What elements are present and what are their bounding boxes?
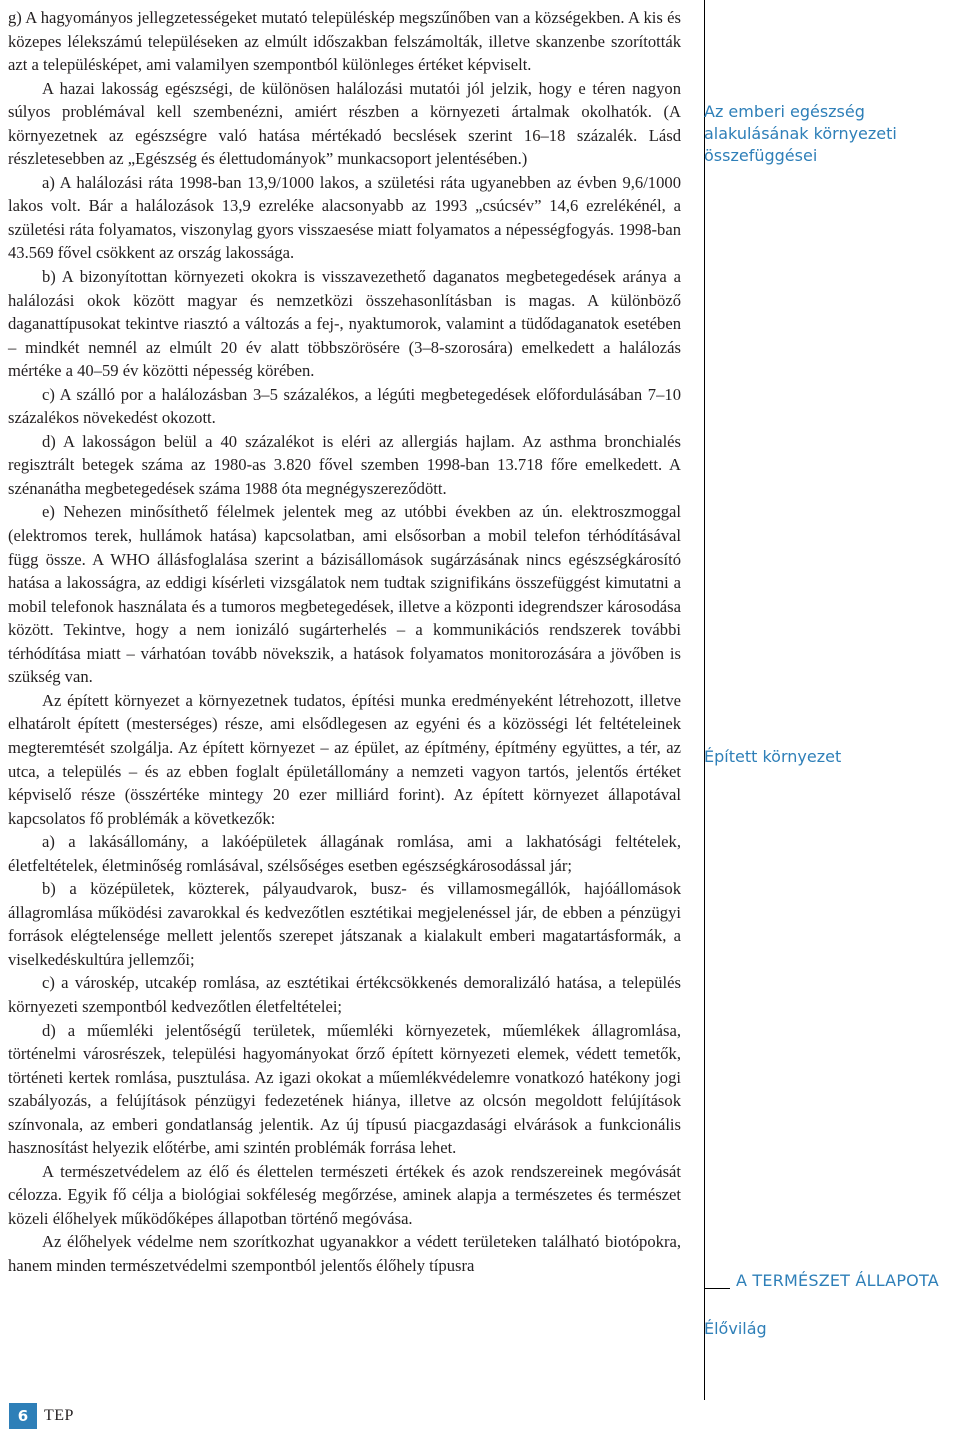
paragraph-electrosmog: e) Nehezen minősíthető félelmek jelentek meg az utóbbi években az ún. elektroszmoggal (elektromos terek, hullámok hatása) kapcsolatban, ami elsősorban a mobil telefon térhódításával függ össze. A WHO állásfoglalása szerint a bázisállomások sugárzásának nincs egészségkárosító hatása a lakosságra, az eddigi kísérleti vizsgálatok nem tudtak szignifikáns összefüggést kimutatni a mobil telefonok használata és a tumoros megbetegedések, illetve a központi idegrendszer károsodása között. Tekintve, hogy a nem ionizáló sugárterhelés – a kommunikációs rendszerek további térhódítása miatt – várhatóan tovább növekszik, a hatások folyamatos monitorozására a jövőben is szükség van. (8, 502, 681, 687)
footer-label: TEP (44, 1407, 74, 1424)
paragraph-housing: a) a lakásállomány, a lakóépületek állagának romlása, ami a lakhatósági feltételek, életfeltételek, életminőség romlásával, szélsőséges esetben egészségkárosodással jár; (8, 832, 681, 875)
paragraph-public-buildings: b) a középületek, közterek, pályaudvarok, busz- és villamosmegállók, hajóállomások állagromlása működési zavarokkal és kedvezőtlen esztétikai megjelenéssel jár, de ebben a pénzügyi források elégtelensége mellett jelentős szerepet játszanak a kialakult emberi magatartásformák, a viselkedéskultúra jellemzői; (8, 879, 681, 969)
margin-divider (704, 0, 705, 1400)
paragraph-built-environment: Az épített környezet a környezetnek tudatos, építési munka eredményeként létrehozott, illetve elhatárolt épített (mesterséges) része, ami elsődlegesen az egyéni és a közösségi lét feltételeinek megteremtését szolgálja. Az épített környezet – az épület, az építmény, építmény együttes, a tér, az utca, a település – és az ebben foglalt épületállomány a nemzeti vagyon tartós, jelentős értéket képviselő része (összértéke mintegy 20 ezer milliárd forint). Az épített környezet állapotával kapcsolatos fő problémák a következők: (8, 690, 681, 828)
paragraph-townscape-decline: c) a városkép, utcakép romlása, az esztétikai értékcsökkenés demoralizáló hatása, a település környezeti szempontból kedvezőtlen életfeltételei; (8, 973, 681, 1016)
paragraph-monuments: d) a műemléki jelentőségű területek, műemléki környezetek, műemlékek állagromlása, történelmi városrészek, települési hagyományokat őrző épített környezeti elemek, védett temetők, történeti kertek romlása, pusztulása. Az igazi okokat a műemlékvédelemre vonatkozó hatékony jogi szabályozás, a felújítások pénzügyi fedezetének hiánya, illetve az olcsón megoldott felújítások színvonala, az emberi gondatlanság jelentik. Az új típusú piacgazdasági elvárások a funkcionális hasznosítást helyezik előtérbe, ami szintén problémák forrása lehet. (8, 1020, 681, 1158)
margin-note-env-health: Az emberi egészség alakulásának környezeti összefüggései (704, 102, 897, 165)
paragraph-health-indicators: A hazai lakosság egészségi, de különösen halálozási mutatói jól jelzik, hogy e téren nagyon súlyos problémával kell szembenézni, amiért részben a környezeti ártalmak okolhatók. (A környezetnek az egészségre való hatása mértékadó becslések szerint 16–18 százalék. Lásd részletesebben az „Egészség és élettudományok” munkacsoport jelentésében.) (8, 78, 681, 169)
paragraph-nature-protection: A természetvédelem az élő és élettelen természeti értékek és azok rendszereinek megóvását célozza. Egyik fő célja a biológiai sokféleség megőrzése, aminek alapja a természetes és természet közeli élőhelyek működőképes állapotban történő megóvása. (8, 1161, 681, 1228)
margin-note-built-env: Épített környezet (704, 747, 842, 766)
paragraph-allergy: d) A lakosságon belül a 40 százalékot is eléri az allergiás hajlam. Az asthma bronchialés regisztrált betegek száma az 1980-as 3.820 fővel szemben 1998-ban 13.718 főre emelkedett. A szénanátha megbetegedések száma 1988 óta megnégyszereződött. (8, 431, 681, 498)
section-heading-rule (704, 1288, 730, 1289)
paragraph-dust: c) A szálló por a halálozásban 3–5 százalékos, a légúti megbetegedések előfordulásában 7–10 százalékos növekedést okozott. (8, 384, 681, 428)
margin-note-wildlife: Élővilág (704, 1319, 767, 1338)
paragraph-townscape: g) A hagyományos jellegzetességeket mutató településkép megszűnőben van a községekben. A kis és közepes lélekszámú településeken az elmúlt időszakban felszámolták, illetve skanzenbe szorították azt a településképet, ami valamilyen szempontból különleges értéket képviselt. (8, 8, 681, 75)
paragraph-cancer: b) A bizonyítottan környezeti okokra is visszavezethető daganatos megbetegedések aránya a halálozási okok között magyar és nemzetközi összehasonlításban is magas. A különböző daganattípusokat tekintve riasztó a változás a fej-, nyaktumorok, valamint a tüdődaganatok esetében – mindkét nemnél az elmúlt 20 év alatt többszörösére (3–8-szorosára) emelkedett a halálozás mértéke a 40–59 év közötti népesség körében. (8, 267, 681, 381)
section-heading: A TERMÉSZET ÁLLAPOTA (736, 1271, 939, 1290)
paragraph-mortality-rate: a) A halálozási ráta 1998-ban 13,9/1000 lakos, a születési ráta ugyanebben az évben 9,6/1000 lakos volt. Bár a halálozások 13,9 ezreléke alacsonyabb az 1993 „csúcsév” 14,6 ezrelékénél, a születési ráta folyamatos, viszonylag gyors visszaesése miatt folyamatos a népességfogyás. 1998-ban 43.569 fővel csökkent az ország lakossága. (8, 172, 681, 263)
main-text-column (8, 6, 681, 1278)
paragraph-habitats: Az élőhelyek védelme nem szorítkozhat ugyanakkor a védett területeken található biotópokra, hanem minden természetvédelmi szempontból jelentős élőhely típusra (8, 1232, 681, 1275)
page-number: 6 (9, 1403, 37, 1429)
